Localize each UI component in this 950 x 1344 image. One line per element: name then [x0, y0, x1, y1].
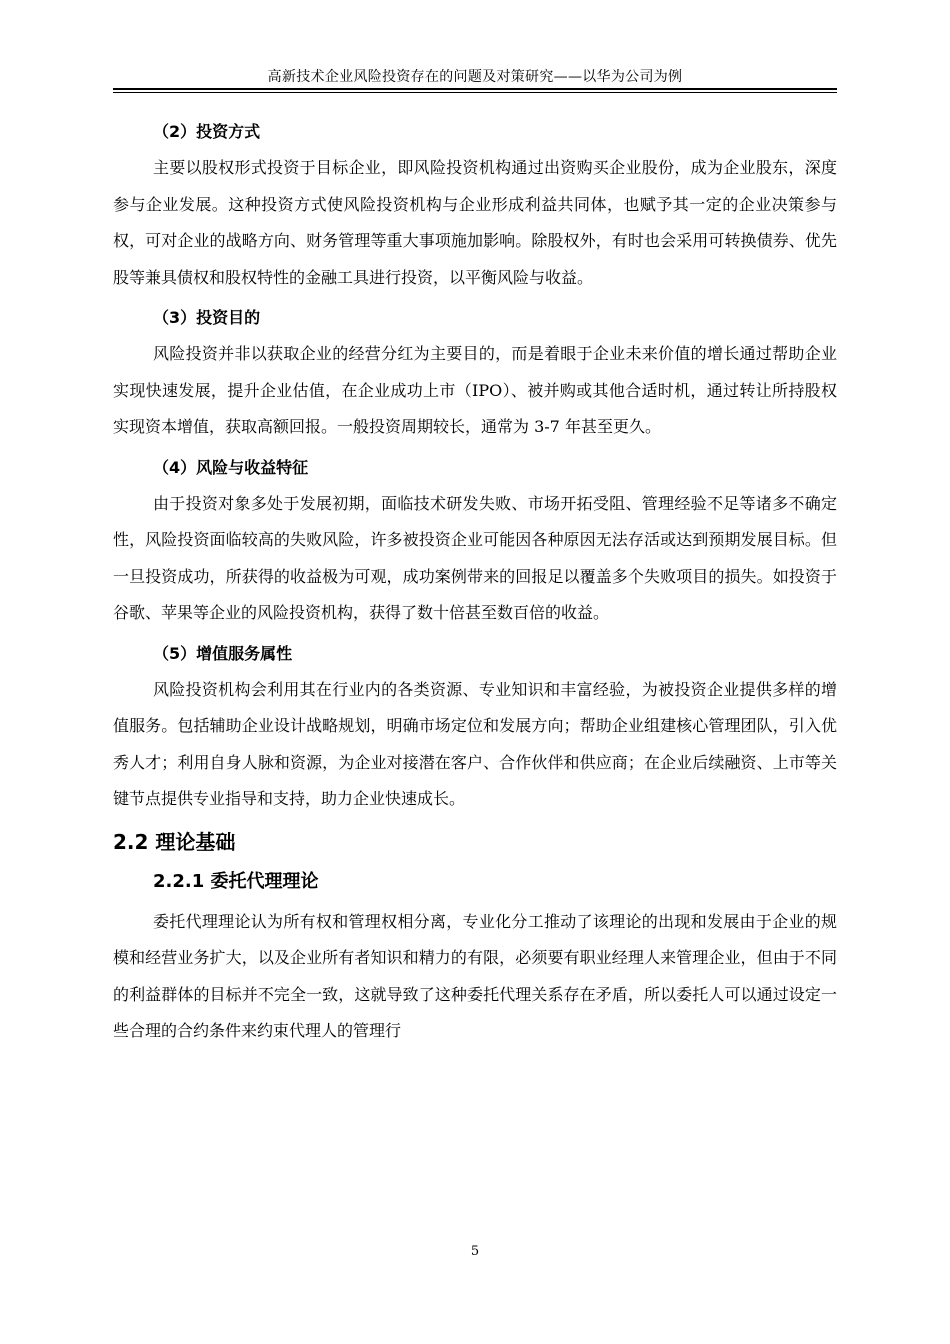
subsection-heading-agency-theory: 2.2.1 委托代理理论	[153, 870, 319, 892]
heading-risk-return: （4）风险与收益特征	[153, 457, 309, 477]
paragraph-agency-theory: 委托代理理论认为所有权和管理权相分离，专业化分工推动了该理论的出现和发展由于企业的规模和经营业务扩大，以及企业所有者知识和精力的有限，必须要有职业经理人来管理企业，但由于不同的利益群体的目标并不完全一致，这就导致了这种委托代理关系存在矛盾，所以委托人可以通过设定一些合理的合约条件来约束代理人的管理行	[113, 911, 837, 1040]
paragraph-risk-return: 由于投资对象多处于发展初期，面临技术研发失败、市场开拓受阻、管理经验不足等诸多不确定性，风险投资面临较高的失败风险，许多被投资企业可能因各种原因无法存活或达到预期发展目标。但一旦投资成功，所获得的收益极为可观，成功案例带来的回报足以覆盖多个失败项目的损失。如投资于谷歌、苹果等企业的风险投资机构，获得了数十倍甚至数百倍的收益。	[113, 493, 837, 622]
header-rule-thin	[113, 92, 837, 93]
page-body	[113, 114, 837, 1054]
paragraph-investment-method: 主要以股权形式投资于目标企业，即风险投资机构通过出资购买企业股份，成为企业股东，深度参与企业发展。这种投资方式使风险投资机构与企业形成利益共同体，也赋予其一定的企业决策参与权，可对企业的战略方向、财务管理等重大事项施加影响。除股权外，有时也会采用可转换债券、优先股等兼具债权和股权特性的金融工具进行投资，以平衡风险与收益。	[113, 158, 837, 287]
page-number: 5	[470, 1244, 480, 1259]
section-heading-theory: 2.2 理论基础	[113, 829, 236, 854]
heading-investment-method: （2）投资方式	[153, 122, 261, 141]
paragraph-investment-purpose: 风险投资并非以获取企业的经营分红为主要目的，而是着眼于企业未来价值的增长通过帮助企业实现快速发展，提升企业估值，在企业成功上市（IPO）、被并购或其他合适时机，通过转让所持股权实现资本增值，获取高额回报。一般投资周期较长，通常为 3-7 年甚至更久。	[113, 344, 837, 436]
heading-investment-purpose: （3）投资目的	[153, 308, 261, 327]
running-header: 高新技术企业风险投资存在的问题及对策研究——以华为公司为例	[267, 69, 683, 85]
paragraph-value-added: 风险投资机构会利用其在行业内的各类资源、专业知识和丰富经验，为被投资企业提供多样的增值服务。包括辅助企业设计战略规划，明确市场定位和发展方向；帮助企业组建核心管理团队，引入优秀人才；利用自身人脉和资源，为企业对接潜在客户、合作伙伴和供应商；在企业后续融资、上市等关键节点提供专业指导和支持，助力企业快速成长。	[113, 679, 837, 808]
header-rule	[113, 88, 837, 90]
heading-value-added: （5）增值服务属性	[153, 643, 293, 663]
